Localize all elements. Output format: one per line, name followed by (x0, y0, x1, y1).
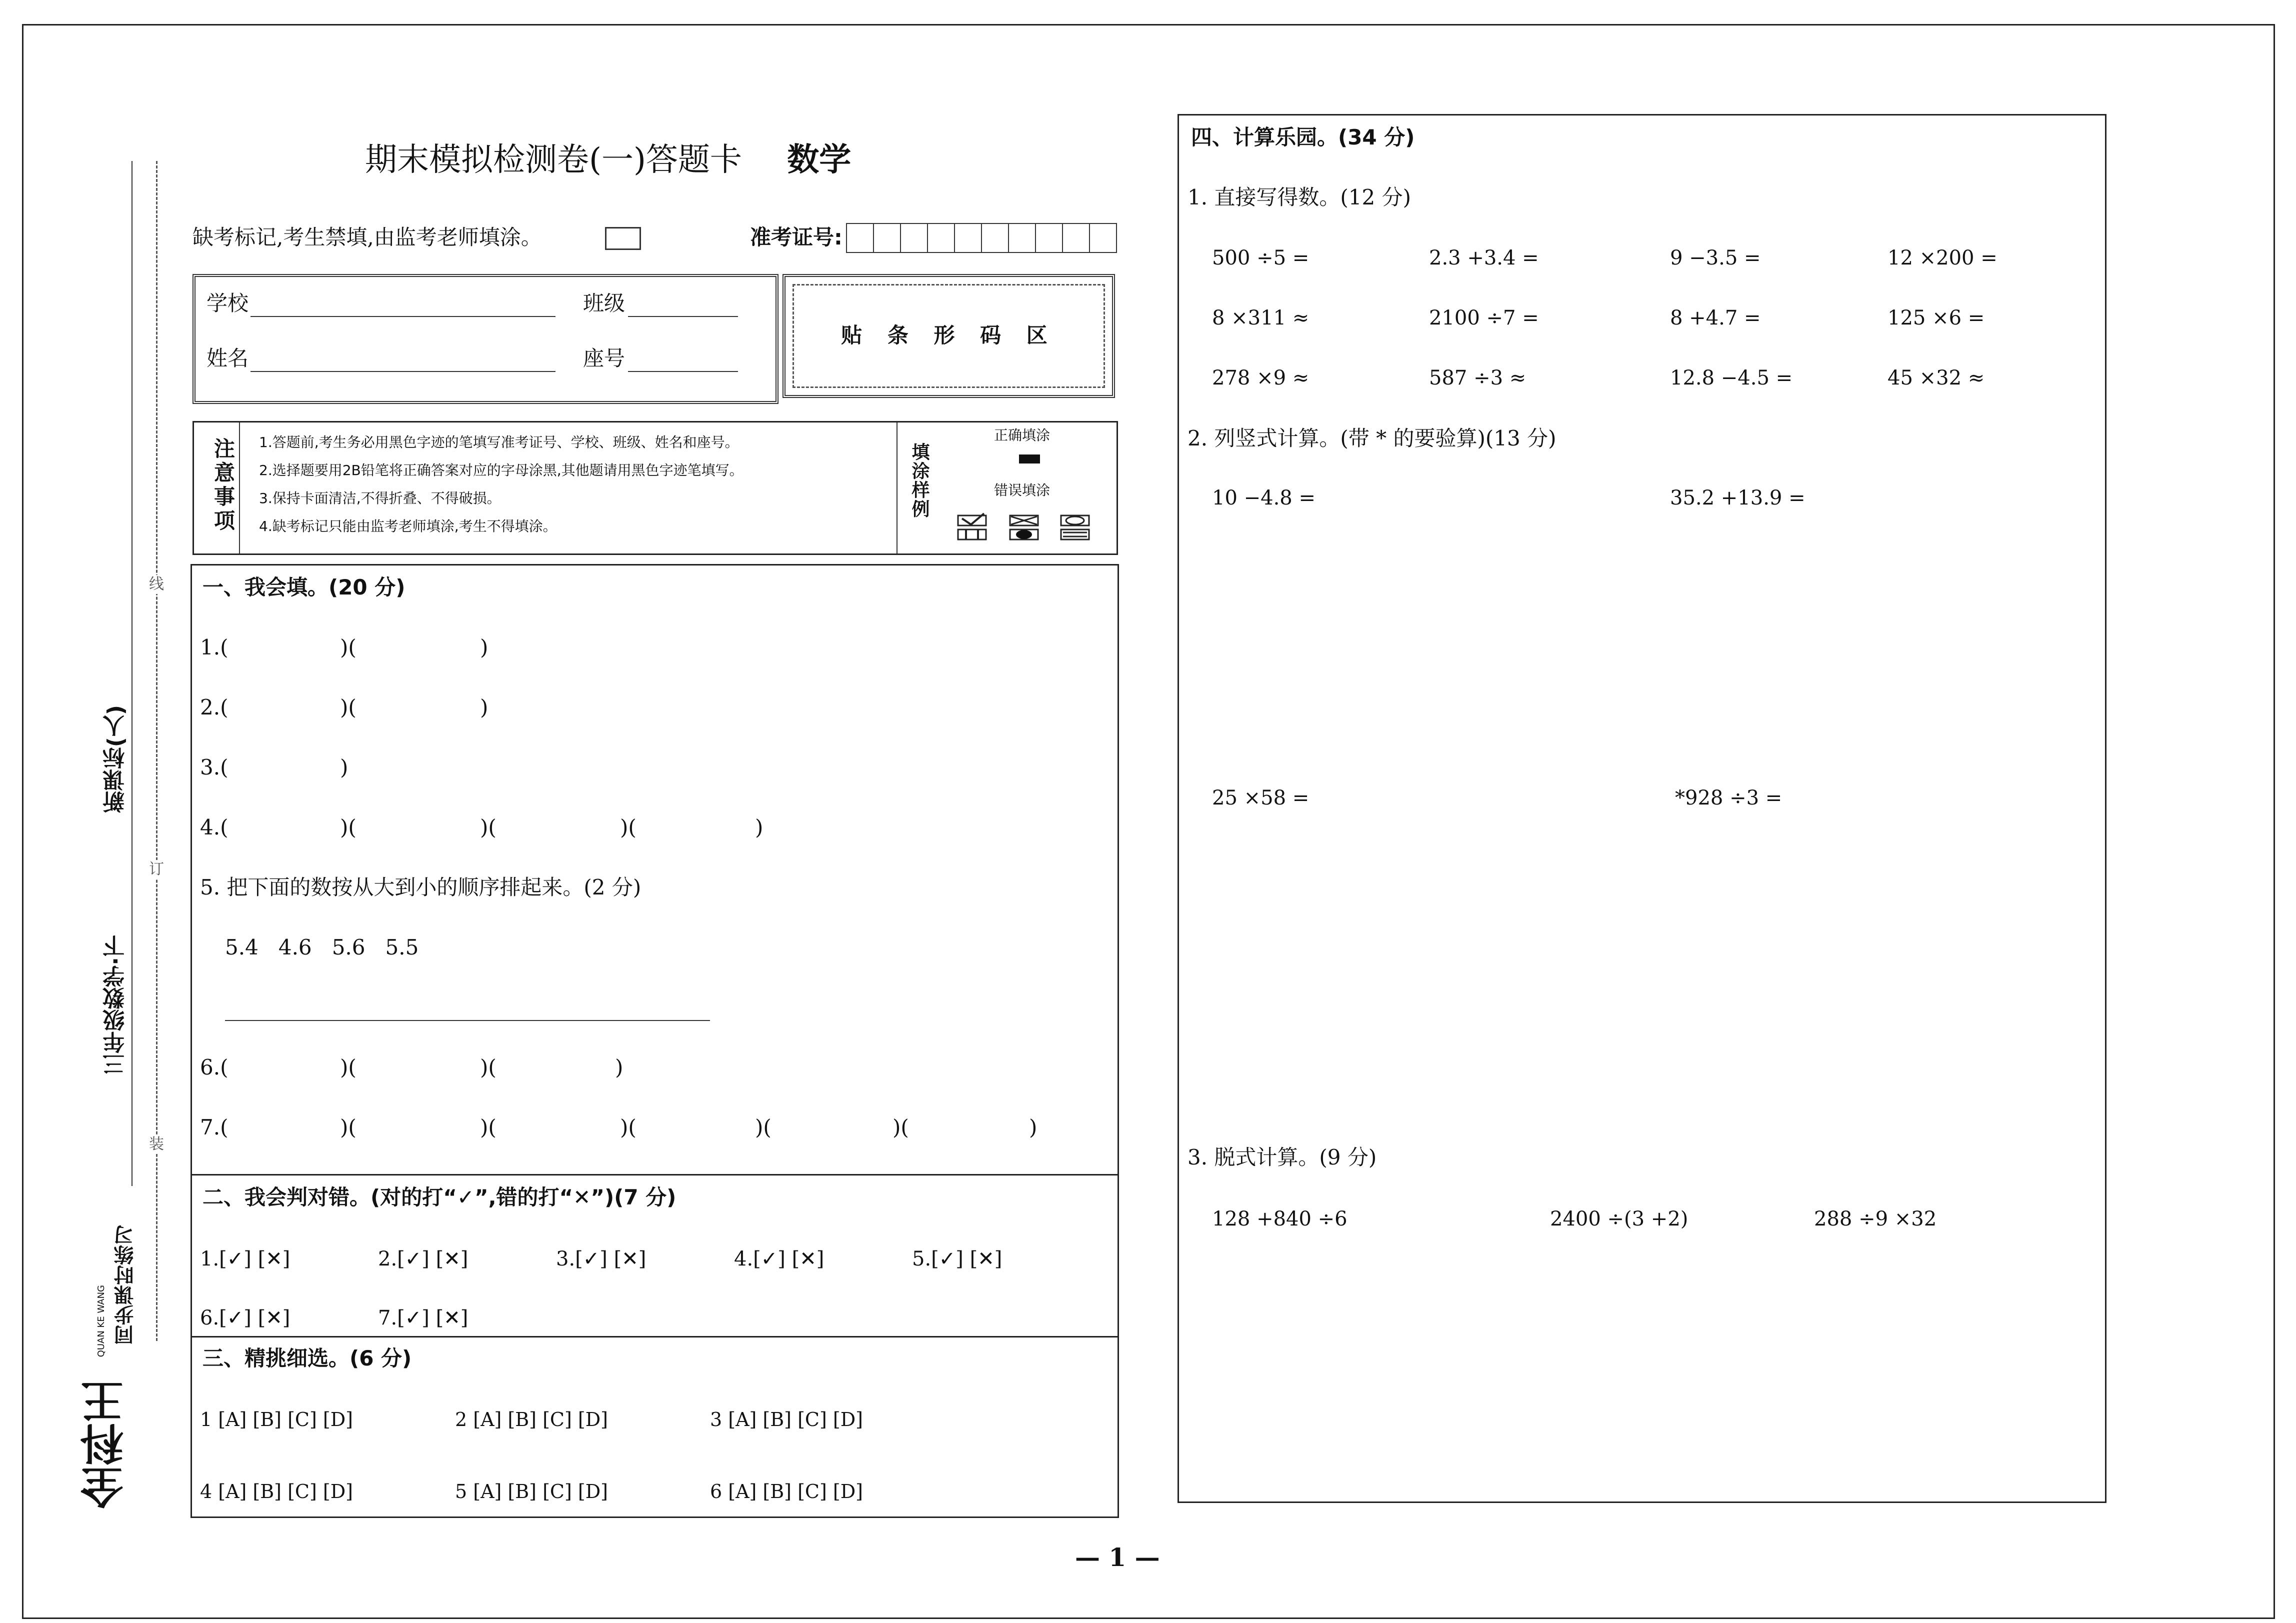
choice-item-5[interactable]: 5 [A] [B] [C] [D] (455, 1480, 608, 1502)
brand-pinyin: QUAN KE WANG (96, 1285, 106, 1358)
absent-mark-box[interactable] (605, 227, 641, 250)
notice-item-3: 3.保持卡面清洁,不得折叠、不得破损。 (259, 490, 501, 506)
binding-line-char-3: 装 (149, 1136, 164, 1153)
notice-title: 注意事项 (211, 438, 236, 534)
calc-1-12: 45 ×32 ≈ (1888, 366, 1985, 390)
absent-mark-text: 缺考标记,考生禁填,由监考老师填涂。 (192, 225, 542, 250)
choice-item-1[interactable]: 1 [A] [B] [C] [D] (200, 1408, 354, 1430)
q1-blank-2[interactable]: ) (480, 635, 488, 660)
calc-1-6: 2100 ÷7 = (1429, 306, 1539, 330)
section1-title: 一、我会填。(20 分) (202, 575, 406, 600)
class-field[interactable] (628, 316, 738, 317)
q7-blank-4[interactable]: )( (755, 1115, 772, 1140)
exam-id-boxes[interactable] (846, 223, 1116, 253)
q6-label: 6.( (200, 1055, 228, 1080)
q1-label: 1.( (200, 635, 228, 660)
barcode-area (782, 274, 1115, 398)
q2-blank-1[interactable]: )( (340, 695, 356, 720)
q4-blank-1[interactable]: )( (340, 815, 356, 840)
calc-1-9: 278 ×9 ≈ (1212, 366, 1310, 390)
seat-label: 座号 (583, 346, 626, 370)
q3-blank-1[interactable]: ) (340, 755, 348, 780)
name-field[interactable] (250, 371, 556, 372)
q7-blank-1[interactable]: )( (340, 1115, 356, 1140)
step-calc-2: 2400 ÷(3 +2) (1550, 1208, 1688, 1230)
q1-blank-1[interactable]: )( (340, 635, 356, 660)
q4-label: 4.( (200, 815, 228, 840)
judge-item-2[interactable]: 2.[✓] [✕] (378, 1248, 468, 1270)
q7-blank-2[interactable]: )( (480, 1115, 496, 1140)
judge-item-7[interactable]: 7.[✓] [✕] (378, 1306, 468, 1330)
q4-blank-4[interactable]: ) (755, 815, 764, 840)
calc-1-8: 125 ×6 = (1888, 306, 1985, 330)
calc-1-3: 9 −3.5 = (1670, 246, 1761, 270)
notice-item-1: 1.答题前,考生务必用黑色字迹的笔填写准考证号、学校、班级、姓名和座号。 (259, 434, 739, 450)
step-calc-1: 128 +840 ÷6 (1212, 1208, 1348, 1230)
binding-line-char-2: 订 (149, 860, 164, 878)
page-title (365, 141, 851, 179)
choice-item-4[interactable]: 4 [A] [B] [C] [D] (200, 1480, 354, 1502)
judge-item-6[interactable]: 6.[✓] [✕] (200, 1306, 290, 1330)
calc-1-1: 500 ÷5 = (1212, 246, 1310, 270)
calc-1-10: 587 ÷3 ≈ (1429, 366, 1526, 390)
title-text: 期末模拟检测卷(一)答题卡 (365, 142, 742, 178)
step-calc-3: 288 ÷9 ×32 (1814, 1208, 1937, 1230)
part3-title: 3. 脱式计算。(9 分) (1188, 1145, 1377, 1170)
choice-item-3[interactable]: 3 [A] [B] [C] [D] (710, 1408, 864, 1430)
q5-numbers: 5.4 4.6 5.6 5.5 (225, 935, 419, 960)
q7-label: 7.( (200, 1115, 228, 1140)
q2-blank-2[interactable]: ) (480, 695, 488, 720)
judge-item-1[interactable]: 1.[✓] [✕] (200, 1248, 290, 1270)
calc-1-7: 8 +4.7 = (1670, 306, 1761, 330)
calc-1-11: 12.8 −4.5 = (1670, 366, 1793, 390)
judge-item-4[interactable]: 4.[✓] [✕] (734, 1248, 824, 1270)
q6-blank-1[interactable]: )( (340, 1055, 356, 1080)
grade-label: 三年级数学·下 (103, 935, 128, 1076)
section3-title: 三、精挑细选。(6 分) (202, 1346, 412, 1370)
section-divider-1 (190, 1174, 1118, 1176)
notice-box (192, 421, 1118, 555)
binding-line-char-1: 线 (149, 576, 164, 593)
judge-item-3[interactable]: 3.[✓] [✕] (556, 1248, 646, 1270)
vertical-calc-2: 35.2 +13.9 = (1670, 486, 1806, 510)
q6-blank-3[interactable]: ) (615, 1055, 624, 1080)
judge-item-5[interactable]: 5.[✓] [✕] (912, 1248, 1002, 1270)
wrong-fill-samples (949, 512, 1109, 544)
notice-item-2: 2.选择题要用2B铅笔将正确答案对应的字母涂黑,其他题请用黑色字迹笔填写。 (259, 462, 744, 478)
vertical-calc-3: 25 ×58 = (1212, 786, 1310, 810)
q7-blank-3[interactable]: )( (620, 1115, 636, 1140)
section2-title: 二、我会判对错。(对的打“✓”,错的打“✕”)(7 分) (202, 1185, 676, 1210)
page-number: — 1 — (1075, 1542, 1160, 1572)
q4-blank-2[interactable]: )( (480, 815, 496, 840)
school-field[interactable] (250, 316, 556, 317)
exam-id-label: 准考证号: (750, 225, 842, 250)
name-label: 姓名 (206, 346, 249, 370)
notice-item-4: 4.缺考标记只能由监考老师填涂,考生不得填涂。 (259, 518, 557, 534)
q5-label: 5. 把下面的数按从大到小的顺序排起来。(2 分) (200, 875, 642, 900)
binding-line (156, 161, 158, 1341)
correct-fill-label: 正确填涂 (994, 427, 1050, 444)
brand-subtitle: 同步课时练习 (114, 1225, 137, 1345)
q4-blank-3[interactable]: )( (620, 815, 636, 840)
barcode-label: 贴 条 形 码 区 (841, 323, 1056, 348)
vertical-calc-4: *928 ÷3 = (1675, 786, 1782, 810)
left-answer-panel (190, 564, 1119, 1518)
calc-1-4: 12 ×200 = (1888, 246, 1998, 270)
q7-blank-6[interactable]: ) (1029, 1115, 1038, 1140)
q6-blank-2[interactable]: )( (480, 1055, 496, 1080)
calc-1-5: 8 ×311 ≈ (1212, 306, 1310, 330)
choice-item-2[interactable]: 2 [A] [B] [C] [D] (455, 1408, 608, 1430)
q7-blank-5[interactable]: )( (892, 1115, 909, 1140)
part1-title: 1. 直接写得数。(12 分) (1188, 185, 1411, 210)
q3-label: 3.( (200, 755, 228, 780)
section4-title: 四、计算乐园。(34 分) (1191, 125, 1415, 150)
fill-example-title: 填涂样例 (909, 442, 930, 518)
brand-logo (75, 1215, 140, 1515)
q5-answer-line[interactable] (225, 1020, 710, 1021)
subject-label: 数学 (787, 142, 852, 178)
correct-fill-sample (1019, 454, 1040, 464)
seat-field[interactable] (628, 371, 738, 372)
student-info-box (192, 274, 778, 404)
wrong-fill-icons (949, 512, 1109, 544)
edition-label: 新课标(人) (103, 705, 128, 814)
part2-title: 2. 列竖式计算。(带 * 的要验算)(13 分) (1188, 426, 1556, 450)
section-divider-2 (190, 1336, 1118, 1338)
vertical-calc-1: 10 −4.8 = (1212, 486, 1316, 510)
brand-name: 全科王 (80, 1380, 131, 1509)
wrong-fill-label: 错误填涂 (994, 482, 1050, 498)
q2-label: 2.( (200, 695, 228, 720)
class-label: 班级 (583, 291, 626, 316)
school-label: 学校 (206, 291, 249, 316)
choice-item-6[interactable]: 6 [A] [B] [C] [D] (710, 1480, 864, 1502)
calc-1-2: 2.3 +3.4 = (1429, 246, 1539, 270)
